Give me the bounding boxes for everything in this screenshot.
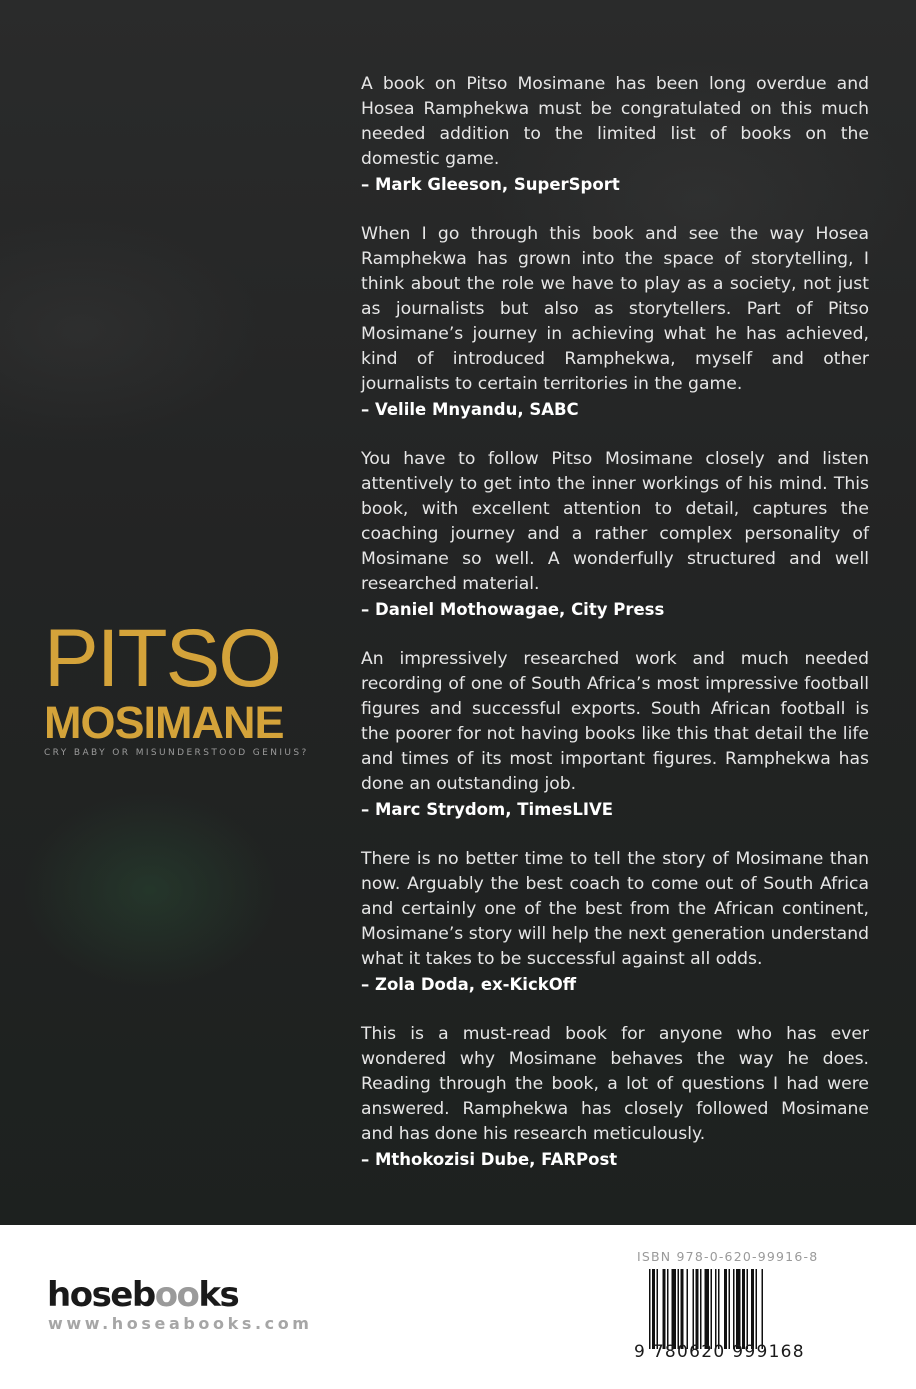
barcode-bar bbox=[724, 1269, 727, 1349]
barcode-bar bbox=[742, 1269, 745, 1349]
barcode-bar bbox=[762, 1269, 764, 1349]
barcode-bar bbox=[715, 1269, 717, 1349]
quote-author: – Mthokozisi Dube, FARPost bbox=[361, 1150, 618, 1169]
quote-text: You have to follow Pitso Mosimane closely and listen attentively to get into the inner workings of his mind. This book, with excellent attention to detail, captures the coaching journey and a rather complex personality of Mosimane so well. A wonderfully structured and well researched material. bbox=[361, 449, 869, 594]
barcode-bar bbox=[657, 1269, 659, 1349]
quote-text: When I go through this book and see the way Hosea Ramphekwa has grown into the space of storytelling, I think about the role we have to play as a society, not just as journalists but also as storytellers. Part of Pitso Mosimane’s journey in achieving what he has achieved, kind of introduced Ramphekwa, myself and other journalists to certain territories in the game. bbox=[361, 224, 869, 394]
quote bbox=[361, 222, 869, 422]
barcode-bar bbox=[652, 1269, 655, 1349]
barcode-bar bbox=[672, 1269, 677, 1349]
quote-author: – Mark Gleeson, SuperSport bbox=[361, 175, 620, 194]
barcode-bar bbox=[681, 1269, 684, 1349]
quote-text: An impressively researched work and much needed recording of one of South Africa’s most impressive football figures and successful exports. South African football is the poorer for not having books like this that detail the life and times of its most important figures. Ramphekwa has done an outstanding job. bbox=[361, 649, 869, 794]
quote bbox=[361, 647, 869, 822]
barcode-graphic bbox=[649, 1269, 809, 1349]
barcode-bar bbox=[678, 1269, 680, 1349]
barcode-bar bbox=[718, 1269, 720, 1349]
isbn-label: ISBN 978-0-620-99916-8 bbox=[637, 1249, 819, 1264]
book-title-block bbox=[44, 613, 334, 758]
barcode-bar bbox=[751, 1269, 754, 1349]
review-quotes bbox=[361, 72, 869, 1197]
cover-footer bbox=[0, 1225, 916, 1389]
quote bbox=[361, 847, 869, 997]
logo-prefix: hoseb bbox=[47, 1275, 155, 1315]
quote bbox=[361, 1022, 869, 1172]
quote-author: – Marc Strydom, TimesLIVE bbox=[361, 800, 614, 819]
quote-author: – Zola Doda, ex-KickOff bbox=[361, 975, 577, 994]
quote-text: This is a must-read book for anyone who has ever wondered why Mosimane behaves the way he does. Reading through the book, a lot of questions I had were answered. Ramphekwa has closely followed Mosimane and has done his research meticulously. bbox=[361, 1024, 869, 1144]
barcode-bar bbox=[696, 1269, 699, 1349]
barcode-bar bbox=[705, 1269, 710, 1349]
barcode-bar bbox=[756, 1269, 758, 1349]
logo-oo: oo bbox=[154, 1275, 199, 1315]
title-tagline: CRY BABY OR MISUNDERSTOOD GENIUS? bbox=[44, 748, 309, 758]
barcode-bar bbox=[729, 1269, 731, 1349]
quote bbox=[361, 72, 869, 197]
quote-author: – Velile Mnyandu, SABC bbox=[361, 400, 579, 419]
barcode-bar bbox=[687, 1269, 689, 1349]
barcode-bar bbox=[711, 1269, 713, 1349]
publisher-logo bbox=[47, 1275, 238, 1315]
barcode-bar bbox=[693, 1269, 695, 1349]
barcode-bar bbox=[733, 1269, 735, 1349]
barcode-digits: 9 780620 999168 bbox=[634, 1342, 805, 1362]
quote-text: A book on Pitso Mosimane has been long overdue and Hosea Ramphekwa must be congratulated on this much needed addition to the limited list of books on the domestic game. bbox=[361, 74, 869, 169]
barcode-bar bbox=[663, 1269, 666, 1349]
title-sub: MOSIMANE bbox=[44, 697, 284, 748]
barcode-bar bbox=[736, 1269, 741, 1349]
barcode-bar bbox=[667, 1269, 669, 1349]
quote-text: There is no better time to tell the story of Mosimane than now. Arguably the best coach to come out of South Africa and certainly one of the best from the African continent, Mosimane’s story will help the next generation understand what it takes to be successful against all odds. bbox=[361, 849, 869, 969]
logo-suffix: ks bbox=[198, 1275, 239, 1315]
barcode-bar bbox=[649, 1269, 651, 1349]
barcode-bar bbox=[700, 1269, 702, 1349]
publisher-website: www.hoseabooks.com bbox=[48, 1314, 313, 1333]
barcode-bar bbox=[747, 1269, 749, 1349]
quote-author: – Daniel Mothowagae, City Press bbox=[361, 600, 665, 619]
title-main: PITSO bbox=[44, 613, 281, 704]
quote bbox=[361, 447, 869, 622]
